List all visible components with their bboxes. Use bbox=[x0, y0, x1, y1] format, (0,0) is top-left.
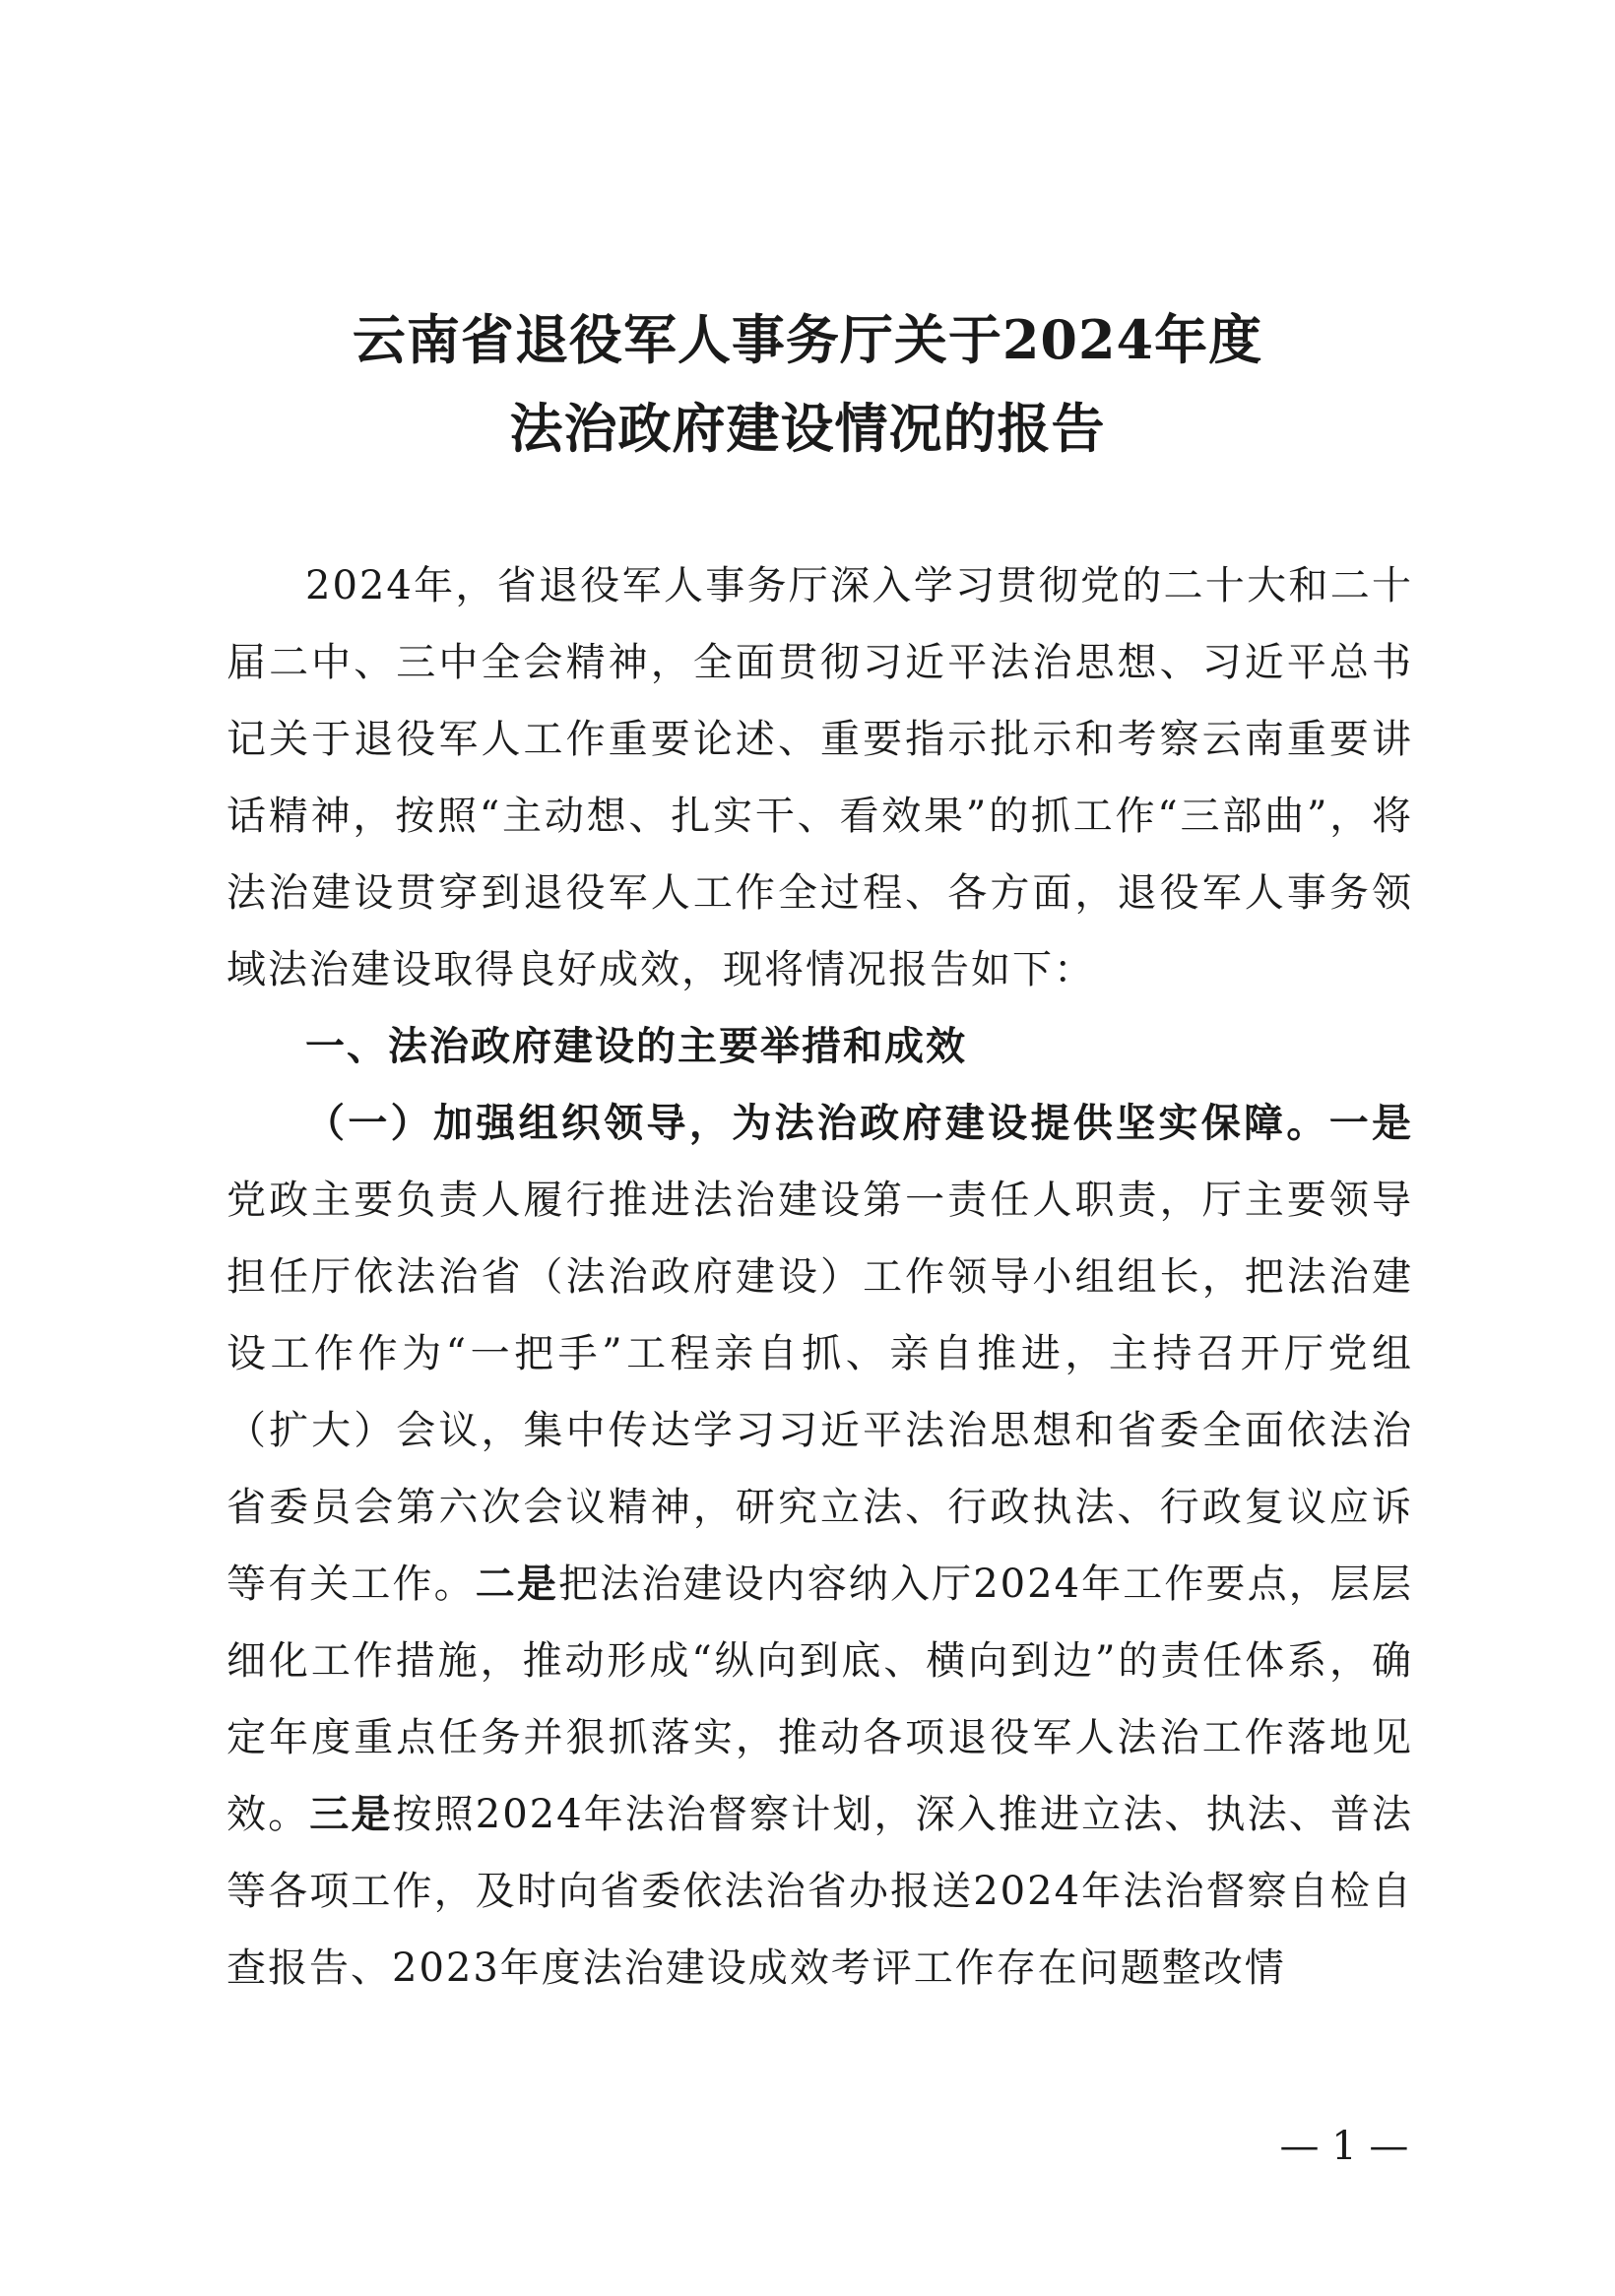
point-three-text: 按照2024年法治督察计划，深入推进立法、执法、普法等各项工作，及时向省委依法治省办报送2024年法治督察自检自查报告、2023年度法治建设成效考评工作存在问题整改情 bbox=[226, 1792, 1414, 1991]
subsection-lead: （一）加强组织领导，为法治政府建设提供坚实保障。 bbox=[305, 1100, 1329, 1146]
point-two-lead: 二是 bbox=[475, 1561, 558, 1607]
point-one-lead: 一是 bbox=[1328, 1100, 1414, 1146]
page-number: — 1 — bbox=[1279, 2124, 1409, 2169]
document-body bbox=[226, 547, 1413, 2007]
point-two-text: 把法治建设内容纳入厅2024年工作要点，层层细化工作措施，推动形成“纵向到底、横向到边”的责任体系，确定年度重点任务并狠抓落实，推动各项退役军人法治工作落地见效。 bbox=[226, 1562, 1414, 1837]
subsection-paragraph bbox=[226, 1085, 1413, 2007]
point-one-text: 党政主要负责人履行推进法治建设第一责任人职责，厅主要领导担任厅依法治省（法治政府建设）工作领导小组组长，把法治建设工作作为“一把手”工程亲自抓、亲自推进，主持召开厅党组（扩大）会议，集中传达学习习近平法治思想和省委全面依法治省委员会第六次会议精神，研究立法、行政执法、行政复议应诉等有关工作。 bbox=[226, 1178, 1413, 1607]
point-three-lead: 三是 bbox=[309, 1791, 393, 1837]
title-line-1: 云南省退役军人事务厅关于2024年度 bbox=[352, 308, 1263, 371]
document-title bbox=[0, 295, 1615, 473]
intro-paragraph: 2024年，省退役军人事务厅深入学习贯彻党的二十大和二十届二中、三中全会精神，全面贯彻习近平法治思想、习近平总书记关于退役军人工作重要论述、重要指示批示和考察云南重要讲话精神，按照“主动想、扎实干、看效果”的抓工作“三部曲”，将法治建设贯穿到退役军人工作全过程、各方面，退役军人事务领域法治建设取得良好成效，现将情况报告如下： bbox=[226, 563, 1413, 992]
section-heading: 一、法治政府建设的主要举措和成效 bbox=[305, 1024, 967, 1069]
title-line-2: 法治政府建设情况的报告 bbox=[509, 397, 1106, 460]
